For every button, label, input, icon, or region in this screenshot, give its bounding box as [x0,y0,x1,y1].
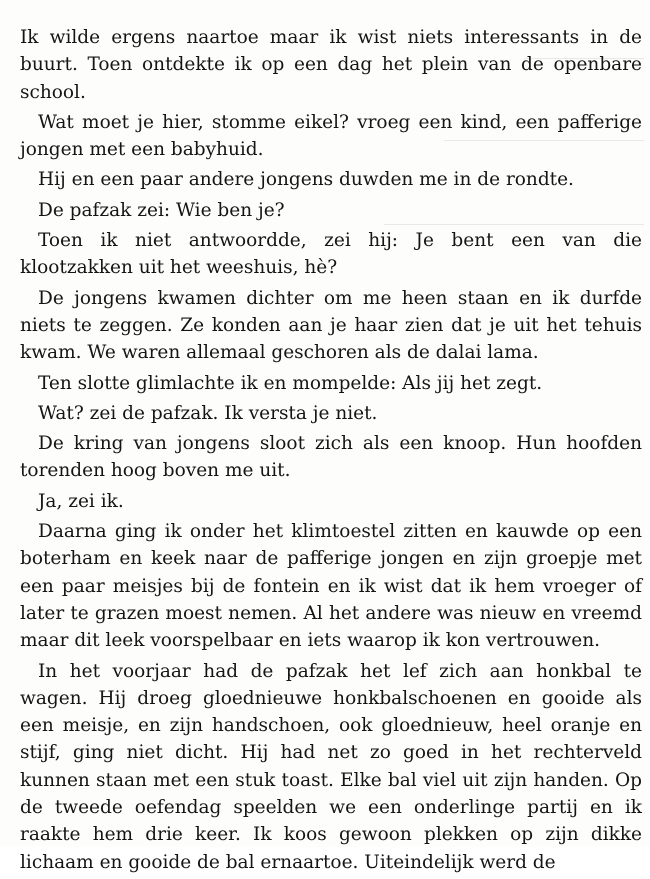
paragraph: Wat moet je hier, stomme eikel? vroeg een kind, een pafferige jongen met een babyhuid. [20,111,642,161]
paragraph: Ja, zei ik. [38,490,124,512]
paragraph: De kring van jongens sloot zich als een knoop. Hun hoofden torenden hoog boven me uit. [20,433,642,482]
paragraph: Ik wilde ergens naartoe maar ik wist niets interessants in de buurt. Toen ontdekte ik op een dag het plein van de openbare school. [20,27,642,103]
paragraph: De jongens kwamen dichter om me heen staan en ik durfde niets te zeggen. Ze konden aan je haar zien dat je uit het tehuis kwam. We waren allemaal geschoren als de dalai lama. [20,287,642,364]
paragraph: In het voorjaar had de pafzak het lef zich aan honkbal te wagen. Hij droeg gloednieuwe honkbalschoenen en gooide als een meisje, en zijn handschoen, ook gloednieuw, heel oranje en stijf, ging niet dicht. Hij had net zo goed in het rechterveld kunnen staan met een stuk toast. Elke bal viel uit zijn handen. Op de tweede oefendag speelden we een onderlinge partij en ik raakte hem drie keer. Ik koos gewoon plekken op zijn dikke lichaam en gooide de bal ernaartoe. Uiteindelijk werd de [20,660,642,873]
paragraph: Hij en een paar andere jongens duwden me in de rondte. [38,169,574,191]
body-text [20,24,642,879]
paragraph: Daarna ging ik onder het klimtoestel zitten en kauwde op een boterham en keek naar de pafferige jongen en zijn groepje met een paar meisjes bij de fontein en ik wist dat ik hem vroeger of later te grazen moest nemen. Al het andere was nieuw en vreemd maar dit leek voorspelbaar en iets waarop ik kon vertrouwen. [20,521,642,652]
paragraph: De pafzak zei: Wie ben je? [38,199,285,221]
facing-page-edge [0,0,650,3]
paragraph: Ten slotte glimlachte ik en mompelde: Als jij het zegt. [38,372,543,394]
paragraph: Wat? zei de pafzak. Ik versta je niet. [38,402,378,424]
paragraph: Toen ik niet antwoordde, zei hij: Je bent een van die klootzakken uit het weeshuis, hè? [20,230,642,279]
